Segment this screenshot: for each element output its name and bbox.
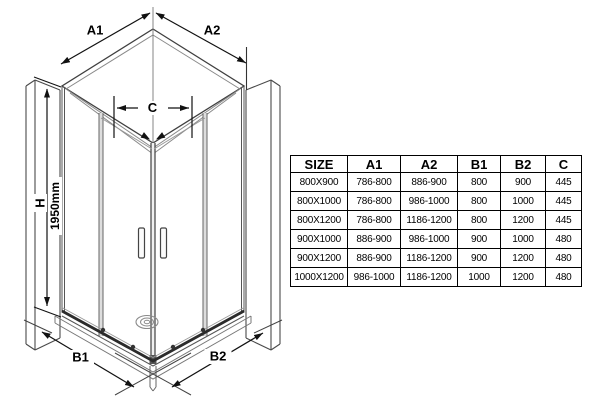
dim-label-b2: B2 — [209, 348, 227, 364]
table-header-row — [291, 156, 582, 173]
left-door-handle — [139, 228, 145, 258]
table-cell: 800X1000 — [291, 192, 348, 211]
table-cell: 1200 — [501, 249, 546, 268]
size-table-head — [291, 156, 582, 173]
table-cell: 480 — [546, 268, 582, 287]
table-row — [291, 173, 582, 192]
dim-label-a1: A1 — [86, 22, 104, 38]
table-cell: 786-800 — [348, 192, 401, 211]
dim-label-height-group — [48, 177, 62, 235]
roller-wheel — [171, 345, 175, 349]
right-door-handle — [161, 228, 167, 258]
table-cell: 1200 — [501, 211, 546, 230]
size-table — [290, 155, 581, 287]
table-header-cell: C — [546, 156, 582, 173]
table-cell: 1000X1200 — [291, 268, 348, 287]
dim-label-a2: A2 — [203, 22, 221, 38]
dim-label-h: H — [32, 198, 48, 208]
table-header-cell: B1 — [458, 156, 501, 173]
roller-wheel — [101, 328, 105, 332]
table-cell: 886-900 — [401, 173, 458, 192]
table-row — [291, 192, 582, 211]
table-cell: 800X900 — [291, 173, 348, 192]
size-table-table — [290, 155, 582, 287]
table-header-cell: A2 — [401, 156, 458, 173]
roller-wheel — [201, 328, 205, 332]
dim-label-h-group — [32, 194, 47, 212]
table-cell: 886-900 — [348, 249, 401, 268]
table-header-cell: B2 — [501, 156, 546, 173]
table-cell: 886-900 — [348, 230, 401, 249]
table-cell: 480 — [546, 249, 582, 268]
table-cell: 1186-1200 — [401, 268, 458, 287]
dim-label-c: C — [147, 99, 158, 115]
table-cell: 480 — [546, 230, 582, 249]
dim-label-height-mm: 1950mm — [48, 181, 63, 231]
table-cell: 986-1000 — [348, 268, 401, 287]
table-cell: 1000 — [501, 192, 546, 211]
table-cell: 900X1000 — [291, 230, 348, 249]
dim-label-b1: B1 — [72, 349, 89, 365]
table-row — [291, 230, 582, 249]
table-cell: 900X1200 — [291, 249, 348, 268]
table-header-cell: A1 — [348, 156, 401, 173]
table-cell: 786-800 — [348, 173, 401, 192]
door-stile-left-fill — [99, 113, 103, 336]
table-cell: 986-1000 — [401, 230, 458, 249]
table-cell: 900 — [458, 249, 501, 268]
table-cell: 986-1000 — [401, 192, 458, 211]
table-row — [291, 268, 582, 287]
table-cell: 1186-1200 — [401, 249, 458, 268]
table-cell: 900 — [501, 173, 546, 192]
table-cell: 1000 — [501, 230, 546, 249]
roller-wheel — [131, 345, 135, 349]
table-row — [291, 211, 582, 230]
table-cell: 445 — [546, 192, 582, 211]
table-cell: 900 — [458, 230, 501, 249]
table-header-cell: SIZE — [291, 156, 348, 173]
table-cell: 800 — [458, 211, 501, 230]
table-cell: 800 — [458, 173, 501, 192]
table-cell: 1000 — [458, 268, 501, 287]
right-wall-panel — [246, 80, 280, 350]
table-cell: 445 — [546, 173, 582, 192]
right-wall-outline — [246, 80, 280, 350]
table-cell: 1186-1200 — [401, 211, 458, 230]
door-stile-right-fill — [203, 113, 207, 336]
table-cell: 445 — [546, 211, 582, 230]
table-row — [291, 249, 582, 268]
table-cell: 1200 — [501, 268, 546, 287]
table-cell: 786-800 — [348, 211, 401, 230]
table-cell: 800X1200 — [291, 211, 348, 230]
table-cell: 800 — [458, 192, 501, 211]
size-table-body — [291, 173, 582, 287]
